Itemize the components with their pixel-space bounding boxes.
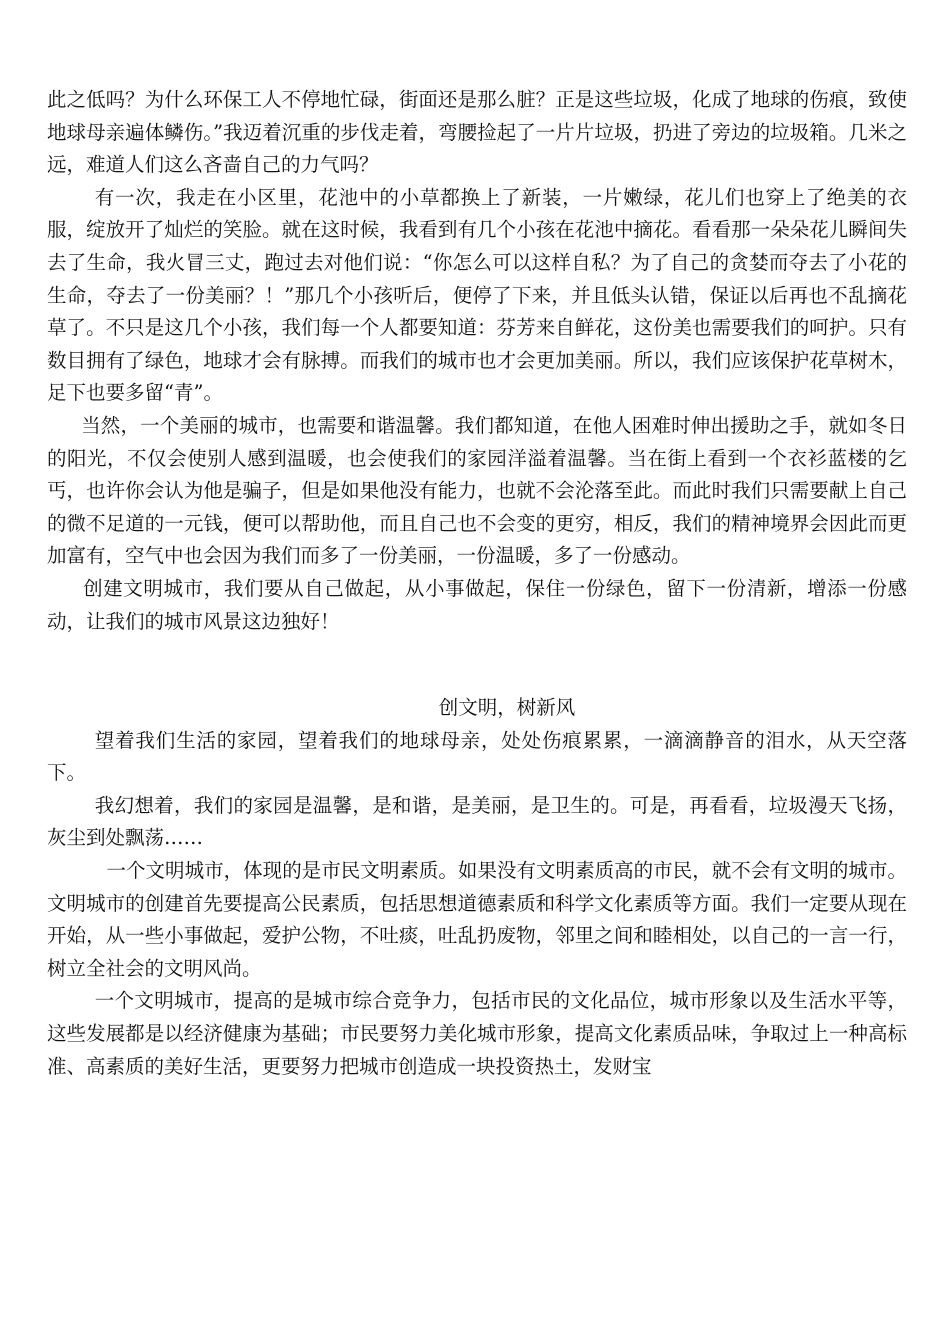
paragraph-imagination: 我幻想着，我们的家园是温馨，是和谐，是美丽，是卫生的。可是，再看看，垃圾漫天飞扬，灰尘到处飘荡…… [47, 793, 907, 850]
paragraph-continuation: 此之低吗？为什么环保工人不停地忙碌，街面还是那么脏？正是这些垃圾，化成了地球的伤痕，致使地球母亲遍体鳞伤。”我迈着沉重的步伐走着，弯腰捡起了一片片垃圾，扔进了旁边的垃圾箱。几米之远，难道人们这么吝啬自己的力气吗？ [47, 88, 907, 177]
section-spacer [47, 638, 907, 692]
paragraph-civilized-city: 创建文明城市，我们要从自己做起，从小事做起，保住一份绿色，留下一份清新，增添一份感动，让我们的城市风景这边独好！ [47, 576, 907, 633]
paragraph-competitiveness: 一个文明城市，提高的是城市综合竞争力，包括市民的文化品位，城市形象以及生活水平等，这些发展都是以经济健康为基础；市民要努力美化城市形象，提高文化素质品味，争取过上一种高标准、高素质的美好生活，更要努力把城市创造成一块投资热土，发财宝 [47, 989, 907, 1078]
paragraph-harmony: 当然，一个美丽的城市，也需要和谐温馨。我们都知道，在他人困难时伸出援助之手，就如冬日的阳光，不仅会使别人感到温暖，也会使我们的家园洋溢着温馨。当在街上看到一个衣衫蓝楼的乞丐，也许你会认为他是骗子，但是如果他没有能力，也就不会沦落至此。而此时我们只需要献上自己的微不足道的一元钱，便可以帮助他，而且自己也不会变的更穷，相反，我们的精神境界会因此而更加富有，空气中也会因为我们而多了一份美丽，一份温暖，多了一份感动。 [47, 413, 907, 568]
document-page [47, 84, 907, 1083]
section-title: 创文明，树新风 [438, 696, 576, 720]
paragraph-citizen-quality: 一个文明城市，体现的是市民文明素质。如果没有文明素质高的市民，就不会有文明的城市。文明城市的创建首先要提高公民素质，包括思想道德素质和科学文化素质等方面。我们一定要从现在开始，从一些小事做起，爱护公物，不吐痰，吐乱扔废物，邻里之间和睦相处，以自己的一言一行，树立全社会的文明风尚。 [47, 859, 907, 980]
paragraph-homeland: 望着我们生活的家园，望着我们的地球母亲，处处伤痕累累，一滴滴静音的泪水，从天空落下。 [47, 728, 907, 785]
paragraph-flower-picking: 有一次，我走在小区里，花池中的小草都换上了新装，一片嫩绿，花儿们也穿上了绝美的衣服，绽放开了灿烂的笑脸。就在这时候，我看到有几个小孩在花池中摘花。看看那一朵朵花儿瞬间失去了生命，我火冒三丈，跑过去对他们说：“你怎么可以这样自私？为了自己的贪婪而夺去了小花的生命，夺去了一份美丽？！”那几个小孩听后，便停了下来，并且低头认错，保证以后再也不乱摘花草了。不只是这几个小孩，我们每一个人都要知道：芬芳来自鲜花，这份美也需要我们的呵护。只有数目拥有了绿色，地球才会有脉搏。而我们的城市也才会更加美丽。所以，我们应该保护花草树木，足下也要多留“青”。 [47, 185, 907, 405]
